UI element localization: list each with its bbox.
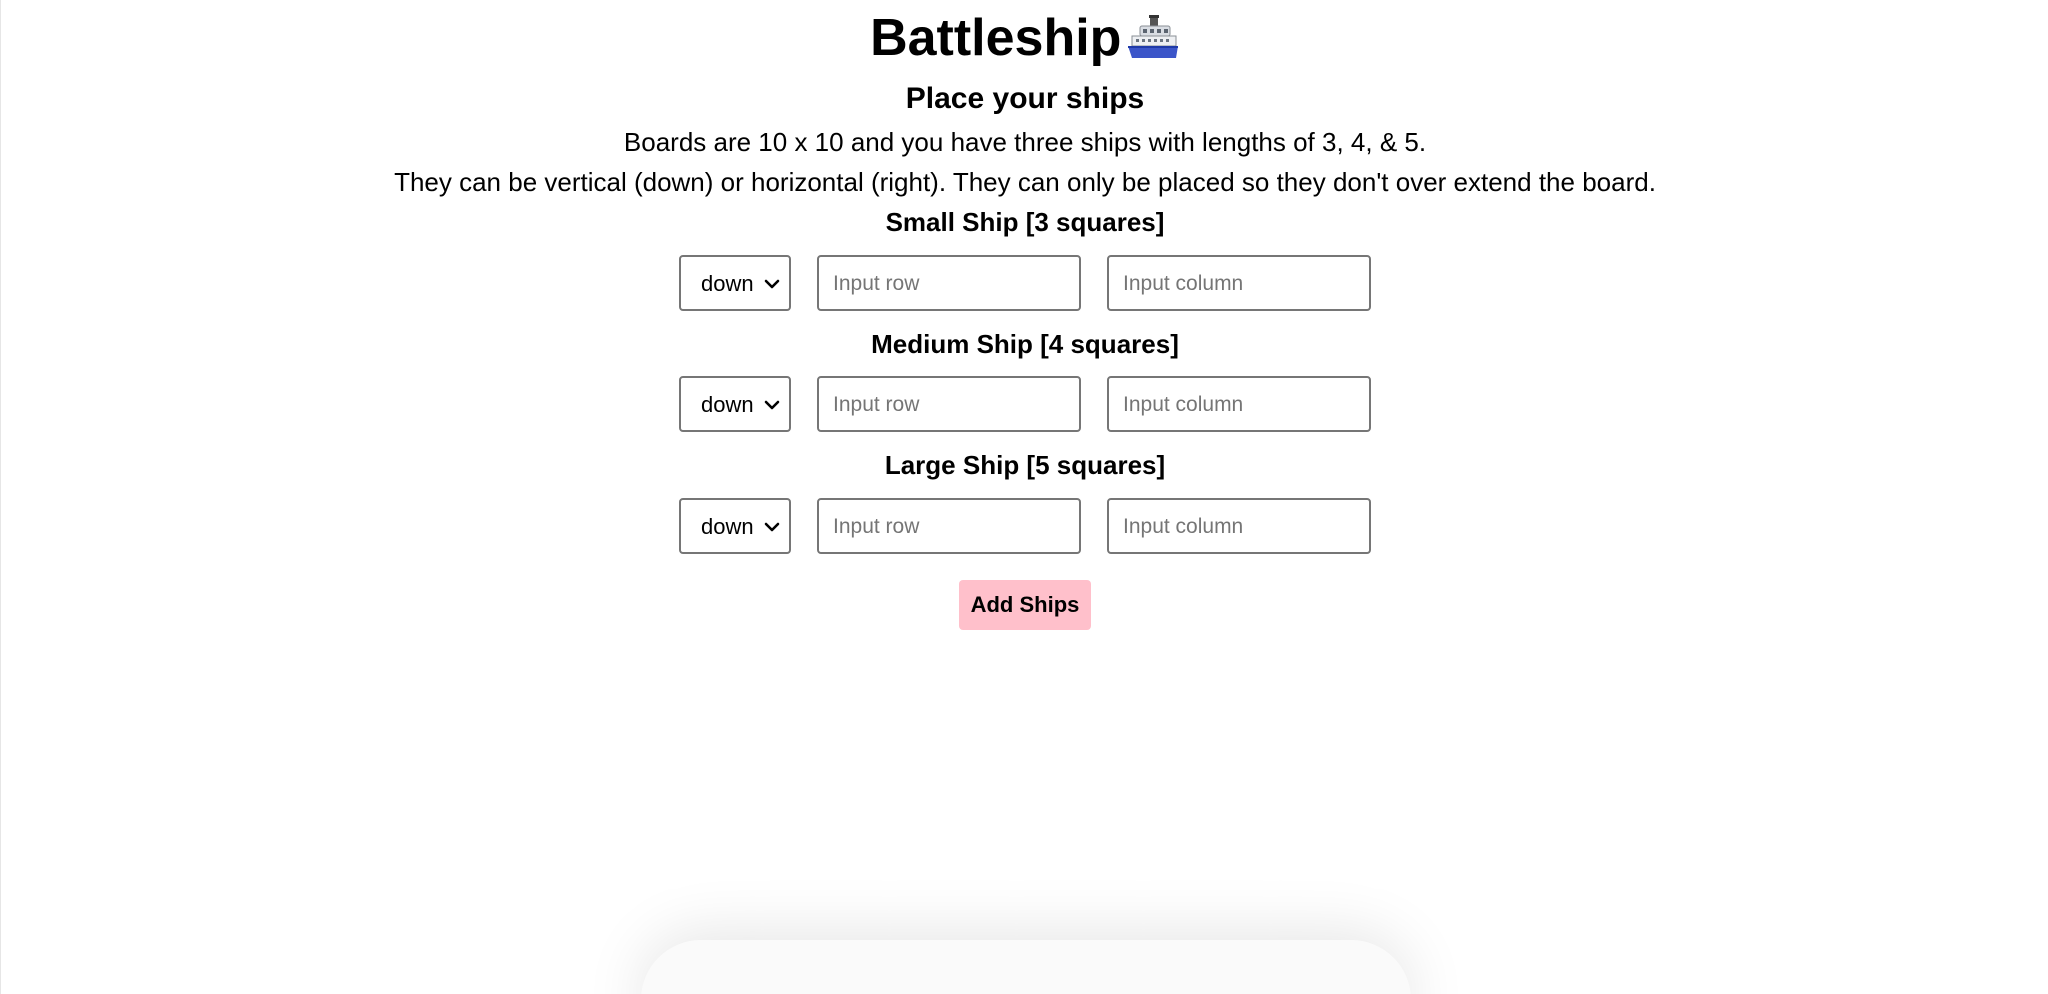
large-ship-column-input[interactable] [1107, 498, 1371, 554]
medium-ship-controls [679, 376, 1371, 432]
small-ship-row-input[interactable] [817, 255, 1081, 311]
small-ship-label: Small Ship [3 squares] [885, 207, 1165, 237]
bottom-shadow-decoration [641, 940, 1411, 994]
page-title: Battleship [870, 9, 1122, 67]
medium-ship-direction-select[interactable] [679, 376, 791, 432]
row-placeholder: Input row [833, 272, 920, 295]
large-ship-row-input[interactable] [817, 498, 1081, 554]
medium-ship-row-input[interactable] [817, 376, 1081, 432]
chevron-down-icon [761, 273, 783, 295]
direction-value: down [701, 514, 754, 539]
row-placeholder: Input row [833, 515, 920, 538]
small-ship-direction-select[interactable] [679, 255, 791, 311]
chevron-down-icon [761, 516, 783, 538]
direction-value: down [701, 392, 754, 417]
rules-line-2: They can be vertical (down) or horizontal (right). They can only be placed so they don't over extend the board. [394, 167, 1656, 197]
large-ship-label: Large Ship [5 squares] [884, 450, 1166, 480]
row-placeholder: Input row [833, 393, 920, 416]
title-row [1, 6, 2048, 70]
add-ships-button[interactable]: Add Ships [959, 580, 1091, 630]
column-placeholder: Input column [1123, 272, 1244, 295]
ship-icon [1126, 14, 1180, 62]
chevron-down-icon [761, 394, 783, 416]
large-ship-direction-select[interactable] [679, 498, 791, 554]
medium-ship-label: Medium Ship [4 squares] [871, 329, 1179, 359]
rules-line-1: Boards are 10 x 10 and you have three ships with lengths of 3, 4, & 5. [623, 127, 1427, 157]
column-placeholder: Input column [1123, 393, 1244, 416]
column-placeholder: Input column [1123, 515, 1244, 538]
large-ship-controls [679, 498, 1371, 554]
small-ship-column-input[interactable] [1107, 255, 1371, 311]
section-heading: Place your ships [905, 82, 1145, 115]
medium-ship-column-input[interactable] [1107, 376, 1371, 432]
direction-value: down [701, 271, 754, 296]
small-ship-controls [679, 255, 1371, 311]
